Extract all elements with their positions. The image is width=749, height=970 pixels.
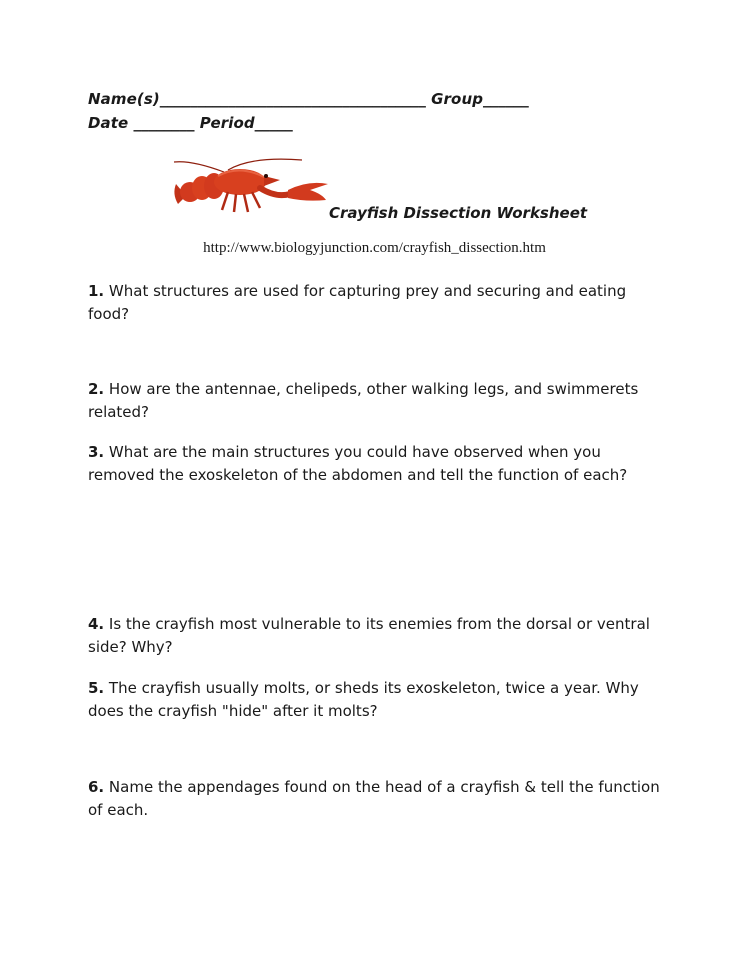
date-period-line: Date ________ Period_____ [88, 114, 293, 132]
question-text: What are the main structures you could have observed when you removed the exoskeleton of the abdomen and tell the function of each? [88, 443, 628, 484]
question-text: How are the antennae, chelipeds, other walking legs, and swimmerets related? [88, 380, 639, 421]
question-text: Is the crayfish most vulnerable to its enemies from the dorsal or ventral side? Why? [88, 615, 650, 656]
crayfish-image [172, 154, 330, 218]
question-3 [88, 441, 668, 487]
question-1 [88, 280, 668, 326]
question-number: 4. [88, 615, 105, 633]
source-url[interactable]: http://www.biologyjunction.com/crayfish_dissection.htm [203, 240, 546, 256]
question-text: What structures are used for capturing prey and securing and eating food? [88, 282, 627, 323]
question-2 [88, 378, 668, 424]
name-group-line: Name(s)___________________________________ Group______ [88, 90, 529, 108]
question-4 [88, 613, 668, 659]
question-number: 6. [88, 778, 105, 796]
question-text: Name the appendages found on the head of a crayfish & tell the function of each. [88, 778, 660, 819]
question-number: 2. [88, 380, 105, 398]
worksheet-title: Crayfish Dissection Worksheet [329, 204, 588, 222]
question-number: 1. [88, 282, 105, 300]
question-text: The crayfish usually molts, or sheds its exoskeleton, twice a year. Why does the crayfish "hide" after it molts? [88, 679, 639, 720]
question-number: 5. [88, 679, 105, 697]
question-6 [88, 776, 668, 822]
question-number: 3. [88, 443, 105, 461]
question-5 [88, 677, 668, 723]
